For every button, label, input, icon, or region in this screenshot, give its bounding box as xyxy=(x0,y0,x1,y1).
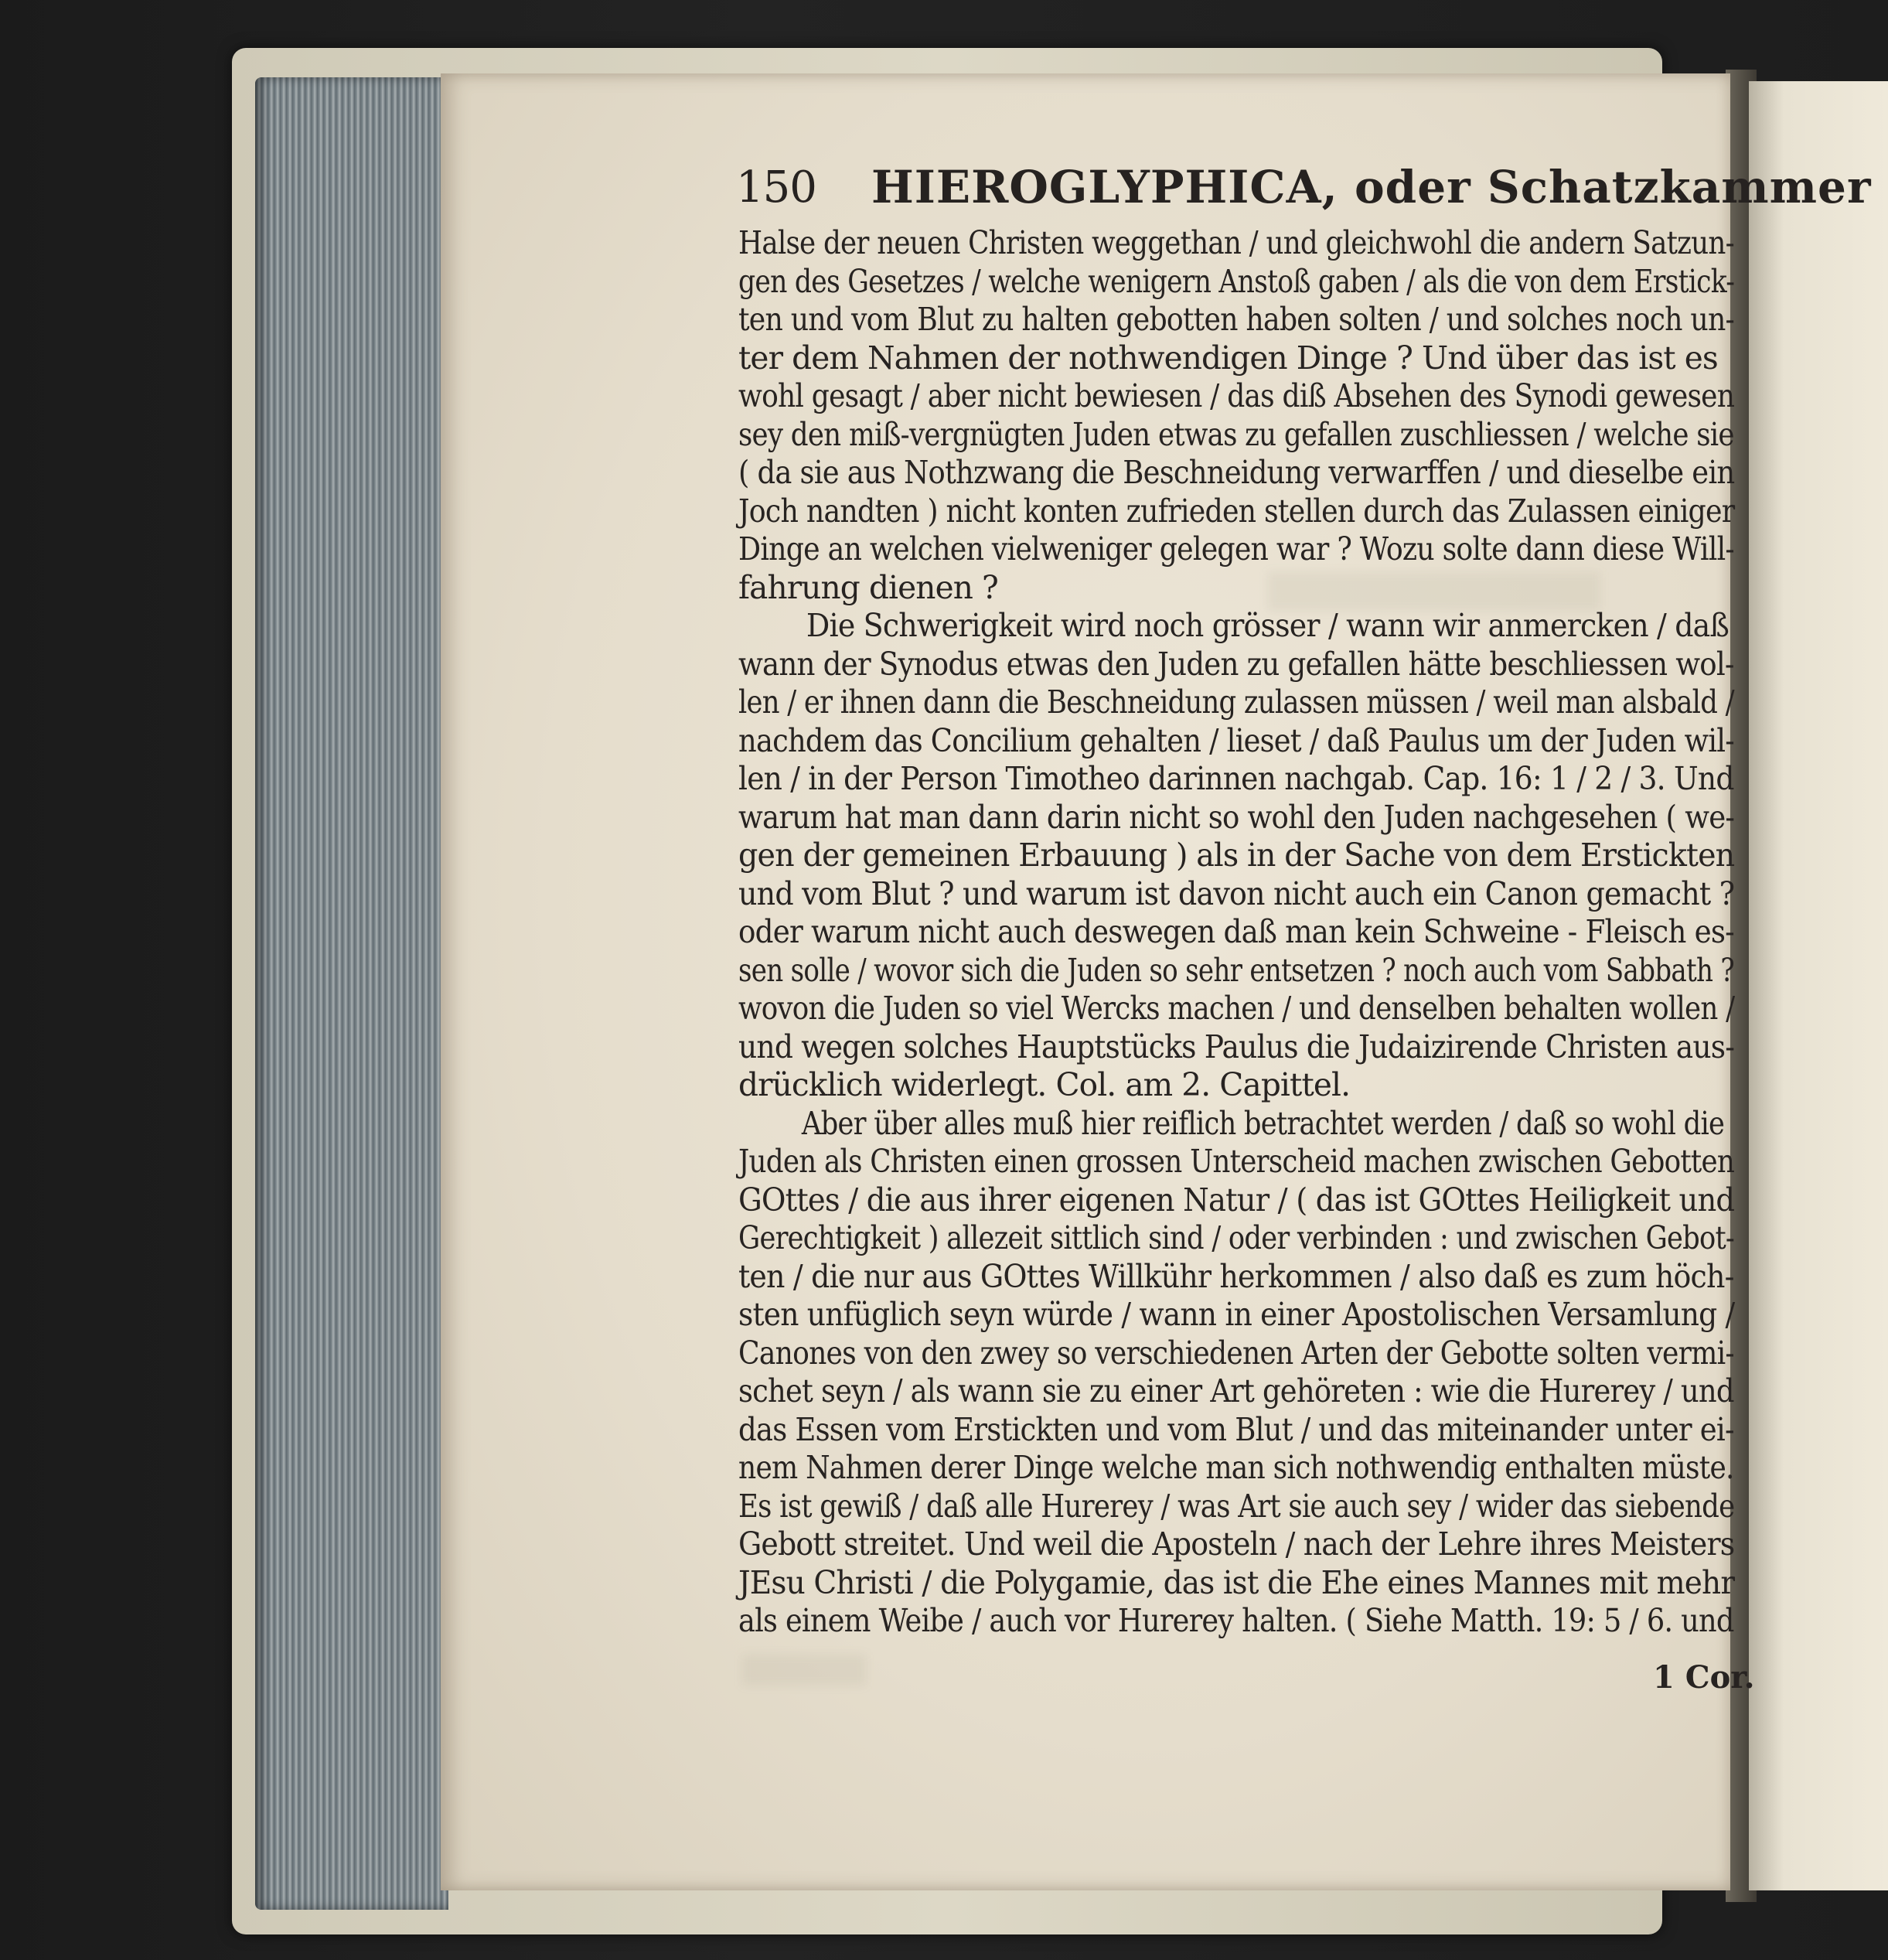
text-line: oder warum nicht auch deswegen daß man kein Schweine - Fleisch es- xyxy=(738,913,1734,950)
text-line: wann der Synodus etwas den Juden zu gefallen hätte beschliessen wol- xyxy=(738,645,1734,683)
text-line: GOttes / die aus ihrer eigenen Natur / ( das ist GOttes Heiligkeit und xyxy=(738,1181,1735,1219)
text-line: nem Nahmen derer Dinge welche man sich nothwendig enthalten müste. xyxy=(738,1449,1734,1486)
text-line: wovon die Juden so viel Wercks machen / und denselben behalten wollen / xyxy=(738,990,1735,1027)
text-line: len / in der Person Timotheo darinnen nachgab. Cap. 16: 1 / 2 / 3. Und xyxy=(738,760,1734,797)
text-line: ten und vom Blut zu halten gebotten haben solten / und solches noch un- xyxy=(738,301,1735,338)
text-line: und wegen solches Hauptstücks Paulus die Judaizirende Christen aus- xyxy=(738,1028,1735,1065)
text-line: Joch nandten ) nicht konten zufrieden stellen durch das Zulassen einiger xyxy=(738,492,1735,530)
text-line: Es ist gewiß / daß alle Hurerey / was Art sie auch sey / wider das siebende xyxy=(738,1487,1735,1525)
text-line: Gebott streitet. Und weil die Aposteln / nach der Lehre ihres Meisters xyxy=(738,1525,1735,1563)
body-text xyxy=(738,224,1743,1641)
text-line: Aber über alles muß hier reiflich betrachtet werden / daß so wohl die xyxy=(801,1104,1725,1142)
text-line: gen der gemeinen Erbauung ) als in der Sache von dem Erstickten xyxy=(738,837,1735,874)
text-line: Die Schwerigkeit wird noch grösser / wann wir anmercken / daß xyxy=(806,607,1729,644)
text-line: das Essen vom Erstickten und vom Blut / und das miteinander unter ei- xyxy=(738,1410,1734,1448)
text-line: Gerechtigkeit ) allezeit sittlich sind / oder verbinden : und zwischen Gebot- xyxy=(738,1219,1735,1256)
text-line: gen des Gesetzes / welche wenigern Anstoß gaben / als die von dem Erstick- xyxy=(738,262,1735,300)
text-line: ten / die nur aus GOttes Willkühr herkommen / also daß es zum höch- xyxy=(738,1257,1734,1295)
running-head-title: HIEROGLYPHICA, oder Schatzkammer xyxy=(871,161,1872,213)
page-block-edges xyxy=(255,77,448,1910)
text-line: sey den miß-vergnügten Juden etwas zu gefallen zuschliessen / welche sie xyxy=(738,415,1734,453)
text-line: Dinge an welchen vielweniger gelegen war ? Wozu solte dann diese Will- xyxy=(738,530,1734,568)
text-line: ( da sie aus Nothzwang die Beschneidung verwarffen / und dieselbe ein xyxy=(738,454,1735,491)
running-head xyxy=(736,161,1872,223)
catchword: 1 Cor. xyxy=(1653,1659,1755,1696)
text-line: sen solle / wovor sich die Juden so sehr entsetzen ? noch auch vom Sabbath ? xyxy=(738,951,1734,989)
text-line: warum hat man dann darin nicht so wohl den Juden nachgesehen ( we- xyxy=(738,798,1735,836)
text-line: fahrung dienen ? xyxy=(738,568,998,606)
text-line: len / er ihnen dann die Beschneidung zulassen müssen / weil man alsbald / xyxy=(738,683,1734,721)
page-number: 150 xyxy=(736,162,816,213)
text-line: nachdem das Concilium gehalten / lieset / daß Paulus um der Juden wil- xyxy=(738,721,1734,759)
text-line: drücklich widerlegt. Col. am 2. Capittel. xyxy=(738,1066,1351,1103)
text-line: als einem Weibe / auch vor Hurerey halten. ( Siehe Matth. 19: 5 / 6. und xyxy=(738,1602,1734,1639)
text-line: ter dem Nahmen der nothwendigen Dinge ? Und über das ist es xyxy=(738,339,1718,377)
text-line: sten unfüglich seyn würde / wann in einer Apostolischen Versamlung / xyxy=(738,1296,1735,1333)
text-line: Juden als Christen einen grossen Unterscheid machen zwischen Gebotten xyxy=(738,1143,1735,1180)
text-line: wohl gesagt / aber nicht bewiesen / das diß Absehen des Synodi gewesen xyxy=(738,377,1735,414)
show-through-stain-bottom xyxy=(742,1655,866,1686)
text-line: Canones von den zwey so verschiedenen Arten der Gebotte solten vermi- xyxy=(738,1334,1734,1372)
text-line: und vom Blut ? und warum ist davon nicht auch ein Canon gemacht ? xyxy=(738,874,1735,912)
text-line: JEsu Christi / die Polygamie, das ist die Ehe eines Mannes mit mehr xyxy=(738,1563,1735,1601)
facing-page-edge xyxy=(1749,81,1888,1890)
text-line: schet seyn / als wann sie zu einer Art gehöreten : wie die Hurerey / und xyxy=(738,1372,1734,1409)
text-line: Halse der neuen Christen weggethan / und gleichwohl die andern Satzun- xyxy=(738,224,1734,261)
